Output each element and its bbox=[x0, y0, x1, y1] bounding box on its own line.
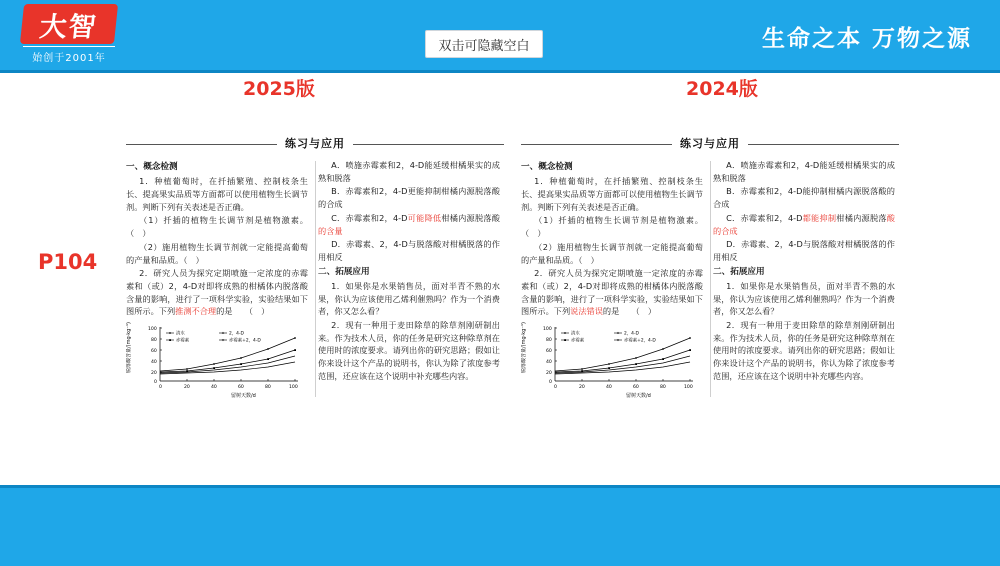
svg-text:100: 100 bbox=[289, 385, 298, 391]
option-c bbox=[318, 212, 500, 237]
legend-item-0: 清水 bbox=[176, 331, 185, 337]
question-2-body: 2．研究人员为探究定期喷施一定浓度的赤霉素和（或）2，4-D对即将成熟的柑橘体内脱落酸含量的影响，进行了一项科学实验，实验结果如下图所示。下列 bbox=[521, 268, 703, 317]
option-c bbox=[713, 212, 895, 237]
svg-text:60: 60 bbox=[238, 385, 244, 391]
document-panel-left bbox=[120, 135, 510, 465]
question-2 bbox=[126, 267, 308, 318]
question-2 bbox=[521, 267, 703, 318]
question-2-tail: 的是 （ ） bbox=[216, 306, 270, 317]
panel-columns-right bbox=[515, 159, 905, 399]
question-1-sub-2: （2）施用植物生长调节剂就一定能提高葡萄的产量和品质。（ ） bbox=[521, 241, 703, 265]
column-left bbox=[521, 159, 703, 399]
option-c-pre: C．赤霉素和2，4-D bbox=[726, 212, 803, 223]
option-c-tail: 柑橘内源脱落 bbox=[836, 212, 887, 223]
panel-title-text: 练习与应用 bbox=[277, 135, 353, 151]
svg-text:80: 80 bbox=[660, 385, 666, 391]
svg-text:80: 80 bbox=[546, 338, 552, 344]
svg-text:100: 100 bbox=[684, 385, 693, 391]
hide-blank-button[interactable]: 双击可隐藏空白 bbox=[425, 30, 543, 58]
option-b: B．赤霉素和2，4-D能抑制柑橘内源脱落酸的合成 bbox=[713, 186, 895, 210]
question-1-sub-1: （1）扦插的植物生长调节剂是植物激素。（ ） bbox=[126, 215, 308, 239]
svg-text:100: 100 bbox=[148, 327, 157, 333]
extension-question-1: 1．如果你是水果销售员，面对半青不熟的水果，你认为应该使用乙烯利催熟吗？作为一个消费者，你又怎么看？ bbox=[318, 280, 500, 317]
chart-right bbox=[521, 321, 703, 399]
footer-bar bbox=[0, 488, 1000, 566]
svg-text:80: 80 bbox=[151, 338, 157, 344]
question-2-emphasis: 推测不合理 bbox=[175, 306, 217, 317]
option-c-emphasis-2: 的含量 bbox=[318, 225, 343, 236]
svg-text:赤霉素: 赤霉素 bbox=[571, 338, 585, 344]
svg-text:40: 40 bbox=[606, 385, 612, 391]
svg-text:20: 20 bbox=[579, 385, 585, 391]
panel-title-left bbox=[126, 135, 504, 153]
svg-text:60: 60 bbox=[546, 349, 552, 355]
column-left bbox=[126, 159, 308, 399]
question-1: 1．种植葡萄时，在扦插繁殖、控制枝条生长、提高果实品质等方面都可以使用植物生长调节剂。判断下列有关表述是否正确。 bbox=[126, 176, 308, 212]
svg-text:60: 60 bbox=[151, 349, 157, 355]
option-a: A．喷施赤霉素和2，4-D能延缓柑橘果实的成熟和脱落 bbox=[713, 160, 895, 183]
extension-question-2: 2．现有一种用于麦田除草的除草剂刚研制出来。作为技术人员，你的任务是研究这种除草剂在使用时的浓度要求。请列出你的研究思路；假如让你来设计这个产品的说明书，你认为除了浓度参考范围，还应该在这个说明中补充哪些内容。 bbox=[318, 320, 500, 381]
question-2-tail: 的是 （ ） bbox=[602, 306, 657, 317]
extension-question-1: 1．如果你是水果销售员，面对半青不熟的水果，你认为应该使用乙烯利催熟吗？作为一个消费者，你又怎么看？ bbox=[713, 280, 895, 317]
option-c-emphasis-2: 酸的合成 bbox=[713, 212, 895, 236]
legend-item-3: 赤霉素+2，4-D bbox=[229, 338, 261, 344]
svg-text:脱落酸含量/(mg·kg⁻¹): 脱落酸含量/(mg·kg⁻¹) bbox=[126, 322, 132, 374]
svg-text:0: 0 bbox=[159, 385, 162, 391]
legend-item-2: 2，4-D bbox=[229, 331, 244, 337]
panel-title-text: 练习与应用 bbox=[672, 135, 748, 151]
logo-subtitle: 始创于2001年 bbox=[23, 46, 115, 64]
option-c-tail: 柑橘内源脱落酸 bbox=[441, 212, 500, 223]
page-number: P104 bbox=[38, 250, 98, 274]
question-2-body: 2．研究人员为探究定期喷施一定浓度的赤霉素和（或）2，4-D对即将成熟的柑橘体内脱落酸含量的影响，进行了一项科学实验，实验结果如下图所示。下列 bbox=[126, 268, 308, 317]
column-right bbox=[713, 159, 895, 399]
extension-question-2: 2．现有一种用于麦田除草的除草剂刚研制出来。作为技术人员，你的任务是研究这种除草剂在使用时的浓度要求。请列出你的研究思路；假如让你来设计这个产品的说明书，你认为除了浓度参考范围，还应该在这个说明中补充哪些内容。 bbox=[713, 320, 895, 381]
svg-text:0: 0 bbox=[554, 385, 557, 391]
brand-slogan: 生命之本 万物之源 bbox=[761, 26, 972, 52]
svg-text:20: 20 bbox=[151, 371, 157, 377]
svg-text:20: 20 bbox=[184, 385, 190, 391]
version-label-left: 2025版 bbox=[243, 78, 315, 100]
svg-text:赤霉素+2，4-D: 赤霉素+2，4-D bbox=[624, 338, 656, 344]
panel-title-right bbox=[521, 135, 899, 153]
svg-text:清水: 清水 bbox=[571, 331, 580, 337]
section-heading-concepts: 一、概念检测 bbox=[521, 162, 573, 172]
section-heading-extension: 二、拓展应用 bbox=[713, 266, 765, 277]
svg-text:留树天数/d: 留树天数/d bbox=[231, 393, 256, 400]
svg-text:0: 0 bbox=[549, 380, 552, 386]
svg-text:20: 20 bbox=[546, 371, 552, 377]
option-d: D．赤霉素、2，4-D与脱落酸对柑橘脱落的作用相反 bbox=[318, 239, 500, 262]
svg-text:40: 40 bbox=[211, 385, 217, 391]
svg-text:40: 40 bbox=[546, 360, 552, 366]
svg-text:2，4-D: 2，4-D bbox=[624, 331, 639, 337]
chart-left bbox=[126, 321, 308, 399]
option-c-pre: C．赤霉素和2，4-D bbox=[331, 212, 408, 223]
section-heading-extension: 二、拓展应用 bbox=[318, 266, 370, 277]
legend-item-1: 赤霉素 bbox=[176, 338, 190, 344]
option-a: A．喷施赤霉素和2，4-D能延缓柑橘果实的成熟和脱落 bbox=[318, 160, 500, 183]
document-panel-right bbox=[515, 135, 905, 465]
logo-text: 大智 bbox=[20, 4, 118, 44]
svg-text:脱落酸含量/(mg·kg⁻¹): 脱落酸含量/(mg·kg⁻¹) bbox=[521, 322, 527, 374]
section-heading-concepts: 一、概念检测 bbox=[126, 162, 178, 172]
header-divider bbox=[0, 70, 1000, 73]
option-c-emphasis-1: 可能降低 bbox=[407, 212, 442, 223]
question-1: 1．种植葡萄时，在扦插繁殖、控制枝条生长、提高果实品质等方面都可以使用植物生长调节剂。判断下列有关表述是否正确。 bbox=[521, 176, 703, 212]
svg-text:60: 60 bbox=[633, 385, 639, 391]
svg-text:40: 40 bbox=[151, 360, 157, 366]
question-1-sub-1: （1）扦插的植物生长调节剂是植物激素。（ ） bbox=[521, 215, 703, 239]
question-1-sub-2: （2）施用植物生长调节剂就一定能提高葡萄的产量和品质。（ ） bbox=[126, 241, 308, 265]
panel-columns-left bbox=[120, 159, 510, 399]
option-c-emphasis-1: 都能抑制 bbox=[802, 212, 837, 223]
svg-text:0: 0 bbox=[154, 380, 157, 386]
question-2-emphasis: 说法错误 bbox=[570, 306, 603, 317]
svg-text:80: 80 bbox=[265, 385, 271, 391]
column-right bbox=[318, 159, 500, 399]
svg-text:100: 100 bbox=[543, 327, 552, 333]
option-b: B．赤霉素和2，4-D更能抑制柑橘内源脱落酸的合成 bbox=[318, 186, 500, 210]
brand-logo bbox=[14, 4, 124, 66]
option-d: D．赤霉素、2，4-D与脱落酸对柑橘脱落的作用相反 bbox=[713, 239, 895, 262]
svg-text:留树天数/d: 留树天数/d bbox=[626, 393, 651, 400]
version-label-right: 2024版 bbox=[686, 78, 758, 100]
